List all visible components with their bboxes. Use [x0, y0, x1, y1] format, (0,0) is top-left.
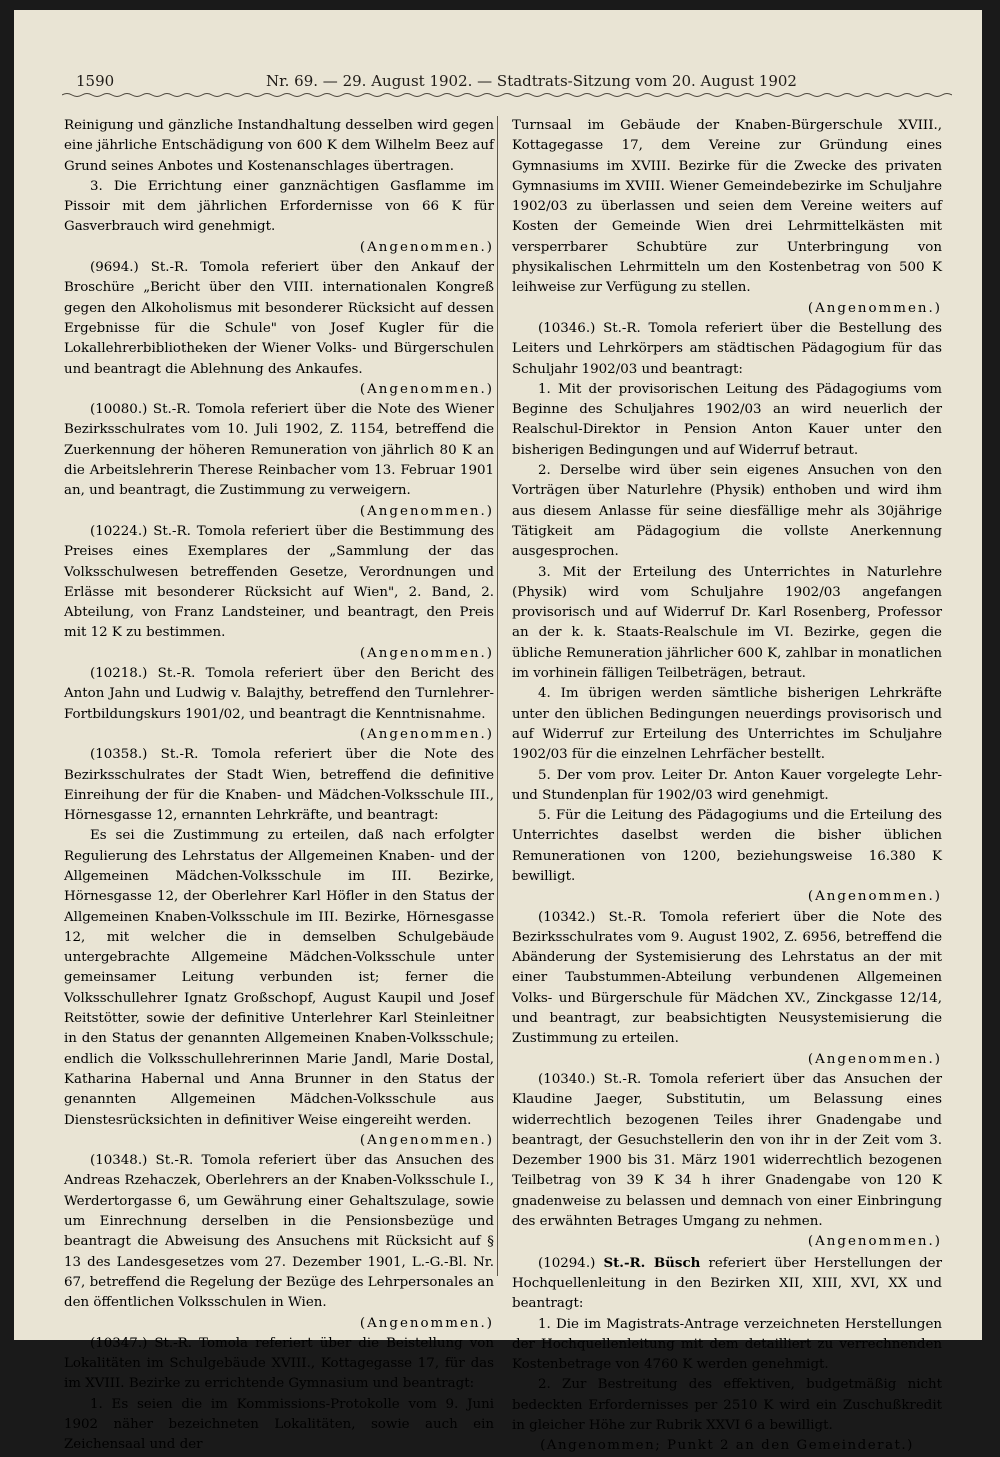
- accepted-note: (Angenommen.): [359, 503, 494, 519]
- accepted-note: (Angenommen.): [359, 239, 494, 255]
- accepted-note: (Angenommen.): [359, 726, 494, 742]
- accepted-note: (Angenommen.): [807, 1234, 942, 1250]
- paragraph: 5. Der vom prov. Leiter Dr. Anton Kauer vorgelegte Lehr- und Stundenplan für 1902/03 wird genehmigt.: [512, 767, 942, 803]
- header-wavy-rule: [62, 92, 952, 98]
- paragraph: Reinigung und gänzliche Instandhaltung desselben wird gegen eine jährliche Entschädigung von 600 K dem Wilhelm Beez auf Grund seines Anbotes und Kostenanschlages übertragen.: [64, 118, 494, 174]
- paragraph: (10347.) St.-R. Tomola referiert über die Beistellung von Lokalitäten im Schulgebäude XVIII., Kottagegasse 17, für das im XVIII. Bezirke zu errichtende Gymnasium und beantragt:: [64, 1335, 494, 1392]
- paragraph: 2. Zur Bestreitung des effektiven, budgetmäßig nicht bedeckten Erfordernisses per 2510 K wird ein Zuschußkredit in gleicher Höhe zur Rubrik XXVI 6 a bewilligt.: [512, 1377, 942, 1433]
- paragraph: (10346.) St.-R. Tomola referiert über die Bestellung des Leiters und Lehrkörpers am städtischen Pädagogium für das Schuljahr 1902/03 und beantragt:: [512, 320, 942, 377]
- right-column: [512, 116, 942, 1457]
- paragraph: (10224.) St.-R. Tomola referiert über die Bestimmung des Preises eines Exemplares der „Sammlung der das Volksschulwesen betreffenden Gesetze, Verordnungen und Erlässe mit besonderer Rücksicht auf Wien", 2. Band, 2. Abteilung, von Franz Landsteiner, und beantragt, den Preis mit 12 K zu bestimmen.: [64, 523, 494, 641]
- column-divider: [497, 116, 498, 1276]
- paragraph: (10080.) St.-R. Tomola referiert über die Note des Wiener Bezirksschulrates vom 10. Juli 1902, Z. 1154, betreffend die Zuerkennung der höheren Remuneration von jährlich 80 K an die Arbeitslehrerin Therese Reinbacher vom 13. Februar 1901 an, und beantragt, die Zustimmung zu verweigern.: [64, 402, 494, 499]
- accepted-note: (Angenommen.): [807, 300, 942, 316]
- paragraph: 3. Die Errichtung einer ganznächtigen Gasflamme im Pissoir mit dem jährlichen Erfordernisse von 66 K für Gasverbrauch wird genehmigt.: [64, 178, 494, 235]
- paragraph: 5. Für die Leitung des Pädagogiums und die Erteilung des Unterrichtes daselbst werden die bisher üblichen Remunerationen von 1200, beziehungsweise 16.380 K bewilligt.: [512, 808, 942, 884]
- accepted-note: (Angenommen.): [359, 1132, 494, 1148]
- accepted-note: (Angenommen.): [807, 889, 942, 905]
- accepted-note: (Angenommen.): [359, 645, 494, 661]
- paragraph: [512, 1253, 942, 1315]
- paragraph: (10218.) St.-R. Tomola referiert über den Bericht des Anton Jahn und Ludwig v. Balajthy, betreffend den Turnlehrer-Fortbildungskurs 1901/02, und beantragt die Kenntnisnahme.: [64, 666, 494, 722]
- paragraph: 3. Mit der Erteilung des Unterrichtes in Naturlehre (Physik) wird vom Schuljahre 1902/03 angefangen provisorisch und auf Widerruf Dr. Karl Rosenberg, Professor an der k. k. Staats-Realschule im VI. Bezirke, gegen die übliche Remuneration jährlicher 600 K, zahlbar in monatlichen im vorhinein fälligen Teilbeträgen, betraut.: [512, 564, 943, 682]
- paragraph: 1. Es seien die im Kommissions-Protokolle vom 9. Juni 1902 näher bezeichneten Lokalitäten, sowie auch ein Zeichensaal und der: [64, 1396, 494, 1453]
- left-column: [64, 116, 494, 1456]
- paragraph: (10340.) St.-R. Tomola referiert über das Ansuchen der Klaudine Jaeger, Substitutin, um Belassung eines widerrechtlich bezogenen Teiles ihrer Gnadengabe und beantragt, der Gesuchstellerin den von ihr in der Zeit vom 3. Dezember 1900 bis 31. März 1901 widerrechtlich bezogenen Teilbetrag von 39 K 34 h ihrer Gnadengabe von 120 K gnadenweise zu belassen und demnach von einer Einbringung des erwähnten Betrages Umgang zu nehmen.: [512, 1071, 942, 1230]
- paragraph: (9694.) St.-R. Tomola referiert über den Ankauf der Broschüre „Bericht über den VIII. internationalen Kongreß gegen den Alkoholismus mit besonderer Rücksicht auf dessen Ergebnisse für die Schule" von Josef Kugler für die Lokallehrerbibliotheken der Wiener Volks- und Bürgerschulen und beantragt die Ablehnung des Ankaufes.: [64, 260, 494, 377]
- paragraph: 2. Derselbe wird über sein eigenes Ansuchen von den Vorträgen über Naturlehre (Physik) enthoben und wird ihm aus diesem Anlasse für seine diesfällige mehr als 30jährige Tätigkeit am Pädagogium die vollste Anerkennung ausgesprochen.: [512, 463, 942, 560]
- paragraph: Es sei die Zustimmung zu erteilen, daß nach erfolgter Regulierung des Lehrstatus der Allgemeinen Knaben- und der Allgemeinen Mädchen-Volksschule im III. Bezirke, Hörnesgasse 12, der Oberlehrer Karl Höfler in den Status der Allgemeinen Knaben-Volksschule im III. Bezirke, Hörnesgasse 12, mit welcher die in demselben Schulgebäude untergebrachte Allgemeine Mädchen-Volksschule unter gemeinsamer Leitung verbunden ist; ferner die Volksschullehrer Ignatz Großschopf, August Kaupil und Josef Reitstötter, sowie der definitive Unterlehrer Karl Steinleitner in den Status der genannten Allgemeinen Knaben-Volksschule; endlich die Volksschullehrerinnen Marie Jandl, Marie Dostal, Katharina Habernal und Anna Brunner in den Status der genannten Allgemeinen Mädchen-Volksschule aus Dienstesrücksichten in definitiver Weise eingereiht werden.: [64, 828, 494, 1128]
- running-title: Nr. 69. — 29. August 1902. — Stadtrats-Sitzung vom 20. August 1902: [266, 72, 797, 90]
- paragraph: 4. Im übrigen werden sämtliche bisherigen Lehrkräfte unter den üblichen Bedingungen neuerdings provisorisch und auf Widerruf zur Erteilung des Unterrichtes im Schuljahre 1902/03 für die einzelnen Lehrfächer bestellt.: [512, 686, 942, 763]
- page-number: 1590: [76, 72, 115, 90]
- accepted-note: (Angenommen; Punkt 2 an den Gemeinderat.): [540, 1438, 914, 1454]
- speaker-name: St.-R. Büsch: [603, 1254, 701, 1271]
- paragraph: (10348.) St.-R. Tomola referiert über das Ansuchen des Andreas Rzehaczek, Oberlehrers an der Knaben-Volksschule I., Werdertorgasse 6, um Gewährung einer Gehaltszulage, sowie um Einrechnung derselben in die Pensionsbezüge und beantragt die Abweisung des Ansuchens mit Rücksicht auf § 13 des Landesgesetzes vom 27. Dezember 1901, L.-G.-Bl. Nr. 67, betreffend die Regelung der Bezüge des Lehrpersonales an den öffentlichen Volksschulen in Wien.: [64, 1153, 494, 1311]
- accepted-note: (Angenommen.): [359, 381, 494, 397]
- accepted-note: (Angenommen.): [359, 1315, 494, 1331]
- paragraph: (10342.) St.-R. Tomola referiert über die Note des Bezirksschulrates vom 9. August 1902, Z. 6956, betreffend die Abänderung der Systemisierung des Lehrstatus an der mit einer Taubstummen-Abteilung verbundenen Allgemeinen Volks- und Bürgerschule für Mädchen XV., Zinckgasse 12/14, und beantragt, zur beabsichtigten Neusystemisierung die Zustimmung zu erteilen.: [512, 909, 942, 1047]
- paragraph: (10358.) St.-R. Tomola referiert über die Note des Bezirksschulrates der Stadt Wien, betreffend die definitive Einreihung der für die Knaben- und Mädchen-Volksschule III., Hörnesgasse 12, ernannten Lehrkräfte, und beantragt:: [64, 747, 494, 824]
- paragraph: Turnsaal im Gebäude der Knaben-Bürgerschule XVIII., Kottagegasse 17, dem Vereine zur Gründung eines Gymnasiums im XVIII. Bezirke für die Zwecke des privaten Gymnasiums im XVIII. Wiener Gemeindebezirke im Schuljahre 1902/03 zu überlassen und seien dem Vereine weiters auf Kosten der Gemeinde Wien drei Lehrmittelkästen mit versperrbarer Schubtüre zur Unterbringung von physikalischen Lehrmitteln um den Kostenbetrag von 500 K leihweise zur Verfügung zu stellen.: [512, 118, 942, 296]
- agenda-number: (10294.): [538, 1255, 596, 1271]
- paragraph: 1. Die im Magistrats-Antrage verzeichneten Herstellungen der Hochquellenleitung mit dem detailliert zu verrechnenden Kostenbetrage von 4760 K werden genehmigt.: [512, 1316, 942, 1373]
- accepted-note: (Angenommen.): [807, 1051, 942, 1067]
- paragraph: 1. Mit der provisorischen Leitung des Pädagogiums vom Beginne des Schuljahres 1902/03 an wird neuerlich der Realschul-Direktor in Pension Anton Kauer unter den bisherigen Bedingungen und auf Widerruf betraut.: [512, 381, 942, 458]
- paragraph-text: referiert über Herstellungen der Hochquellenleitung in den Bezirken XII, XIII, XVI, XX und beantragt:: [512, 1255, 943, 1312]
